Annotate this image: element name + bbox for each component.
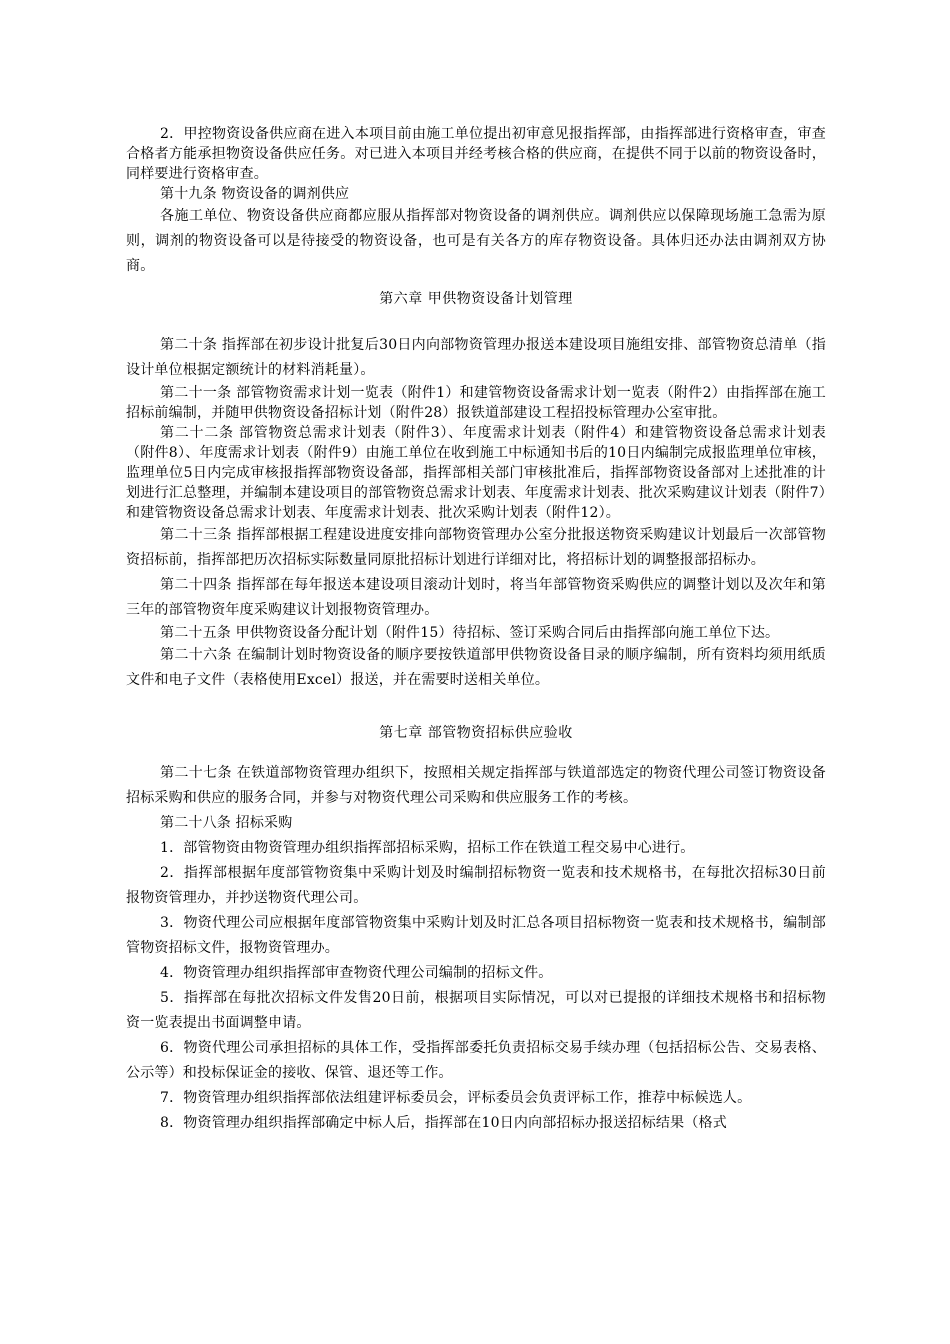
- list-item-1: 1．部管物资由物资管理办组织指挥部招标采购，招标工作在铁道工程交易中心进行。: [160, 840, 695, 856]
- list-item-5: 5．指挥部在每批次招标文件发售20日前，根据项目实际情况，可以对已提报的详细技术规格书和招标物资一览表提出书面调整申请。: [126, 990, 826, 1031]
- article-23: 第二十三条 指挥部根据工程建设进度安排向部物资管理办公室分批报送物资采购建议计划最后一次部管物资招标前，指挥部把历次招标实际数量同原批招标计划进行详细对比，将招标计划的调整报部招标办。: [126, 527, 826, 568]
- article-19-title: 第十九条 物资设备的调剂供应: [160, 186, 350, 202]
- article-26: 第二十六条 在编制计划时物资设备的顺序要按铁道部甲供物资设备目录的顺序编制，所有资料均须用纸质文件和电子文件（表格使用Excel）报送，并在需要时送相关单位。: [126, 647, 826, 688]
- article-28-title: 第二十八条 招标采购: [160, 815, 293, 831]
- article-20: 第二十条 指挥部在初步设计批复后30日内向部物资管理办报送本建设项目施组安排、部管物资总清单（指设计单位根据定额统计的材料消耗量）。: [126, 337, 826, 378]
- paragraph-supplier-review: 2．甲控物资设备供应商在进入本项目前由施工单位提出初审意见报指挥部，由指挥部进行资格审查，审查合格者方能承担物资设备供应任务。对已进入本项目并经考核合格的供应商，在提供不同于以前的物资设备时，同样要进行资格审查。: [126, 126, 826, 182]
- list-item-4: 4．物资管理办组织指挥部审查物资代理公司编制的招标文件。: [160, 965, 553, 981]
- paragraph-adjustment-supply: 各施工单位、物资设备供应商都应服从指挥部对物资设备的调剂供应。调剂供应以保障现场施工急需为原则，调剂的物资设备可以是待接受的物资设备，也可是有关各方的库存物资设备。具体归还办法由调剂双方协商。: [126, 208, 826, 274]
- article-25: 第二十五条 甲供物资设备分配计划（附件15）待招标、签订采购合同后由指挥部向施工单位下达。: [160, 625, 780, 641]
- article-22: 第二十二条 部管物资总需求计划表（附件3）、年度需求计划表（附件4）和建管物资设备总需求计划表（附件8）、年度需求计划表（附件9）由施工单位在收到施工中标通知书后的10日内编制完成报监理单位审核，监理单位5日内完成审核报指挥部物资设备部，指挥部相关部门审核批准后，指挥部物资设备部对上述批准的计划进行汇总整理，并编制本建设项目的部管物资总需求计划表、年度需求计划表、批次采购建议计划表（附件7）和建管物资设备总需求计划表、年度需求计划表、批次采购计划表（附件12）。: [126, 425, 826, 521]
- chapter-6-title: 第六章 甲供物资设备计划管理: [379, 291, 573, 307]
- list-item-7: 7．物资管理办组织指挥部依法组建评标委员会，评标委员会负责评标工作，推荐中标候选人。: [160, 1090, 752, 1106]
- document-body: [126, 124, 826, 1136]
- list-item-8: 8．物资管理办组织指挥部确定中标人后，指挥部在10日内向部招标办报送招标结果（格式: [160, 1115, 727, 1131]
- article-21: 第二十一条 部管物资需求计划一览表（附件1）和建管物资设备需求计划一览表（附件2）由指挥部在施工招标前编制，并随甲供物资设备招标计划（附件28）报铁道部建设工程招投标管理办公室审批。: [126, 385, 826, 421]
- article-24: 第二十四条 指挥部在每年报送本建设项目滚动计划时，将当年部管物资采购供应的调整计划以及次年和第三年的部管物资年度采购建议计划报物资管理办。: [126, 577, 826, 618]
- list-item-3: 3．物资代理公司应根据年度部管物资集中采购计划及时汇总各项目招标物资一览表和技术规格书，编制部管物资招标文件，报物资管理办。: [126, 915, 826, 956]
- list-item-2: 2．指挥部根据年度部管物资集中采购计划及时编制招标物资一览表和技术规格书，在每批次招标30日前报物资管理办，并抄送物资代理公司。: [126, 865, 826, 906]
- article-27: 第二十七条 在铁道部物资管理办组织下，按照相关规定指挥部与铁道部选定的物资代理公司签订物资设备招标采购和供应的服务合同，并参与对物资代理公司采购和供应服务工作的考核。: [126, 765, 826, 806]
- chapter-7-title: 第七章 部管物资招标供应验收: [379, 725, 573, 741]
- list-item-6: 6．物资代理公司承担招标的具体工作，受指挥部委托负责招标交易手续办理（包括招标公告、交易表格、公示等）和投标保证金的接收、保管、退还等工作。: [126, 1040, 826, 1081]
